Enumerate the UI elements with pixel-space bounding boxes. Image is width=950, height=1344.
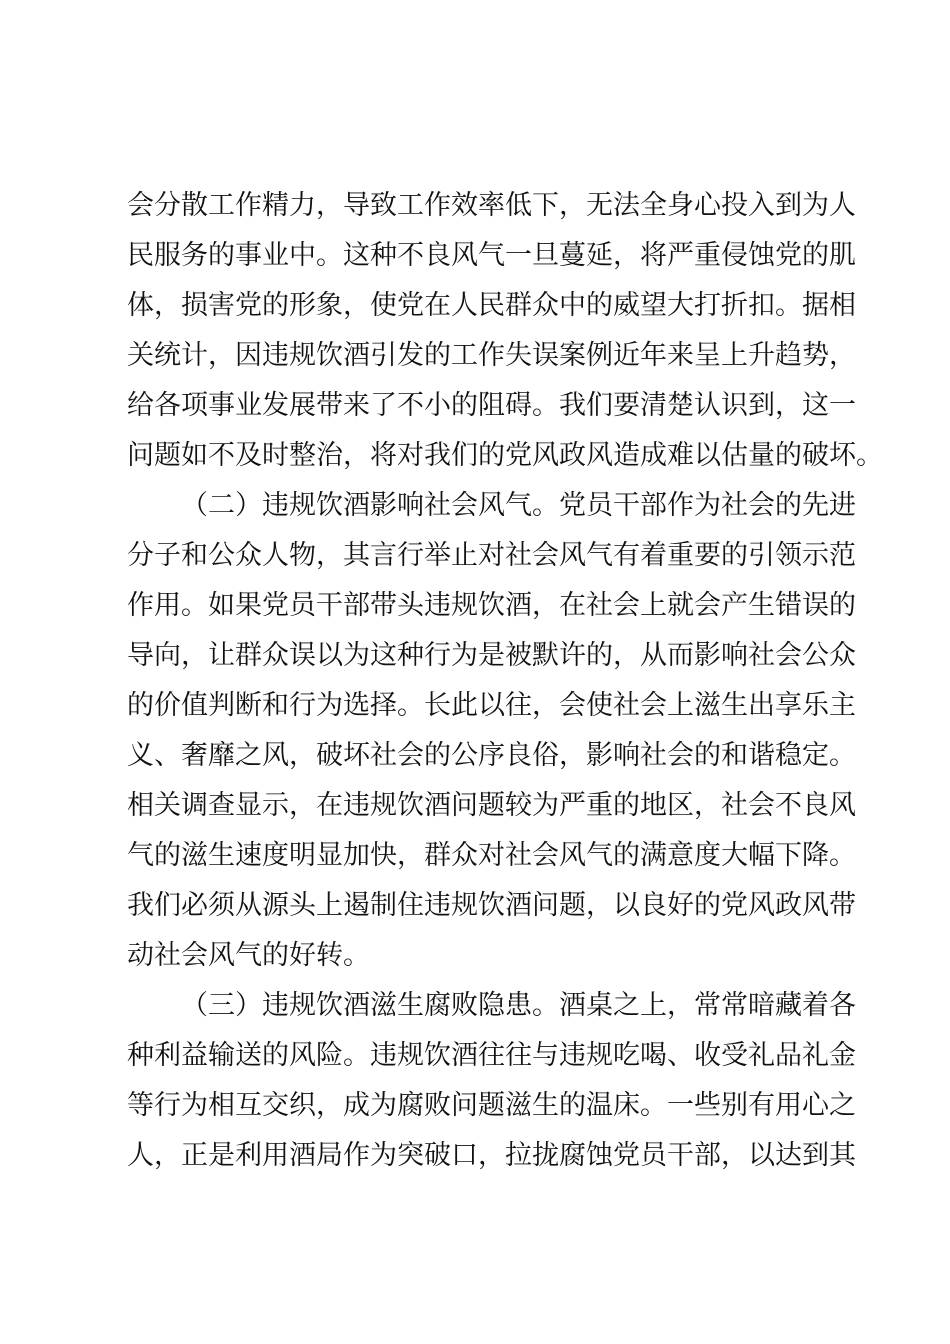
- text-line: 人，正是利用酒局作为突破口，拉拢腐蚀党员干部，以达到其: [127, 1140, 856, 1171]
- text-line: 分子和公众人物，其言行举止对社会风气有着重要的引领示范: [127, 540, 856, 571]
- text-line: 动社会风气的好转。: [127, 940, 370, 971]
- paragraph-3: [127, 981, 856, 1181]
- text-line: 给各项事业发展带来了不小的阻碍。我们要清楚认识到，这一: [127, 390, 856, 421]
- text-line: 民服务的事业中。这种不良风气一旦蔓延，将严重侵蚀党的肌: [127, 240, 856, 271]
- text-line: 气的滋生速度明显加快，群众对社会风气的满意度大幅下降。: [127, 840, 856, 871]
- document-body: [127, 181, 883, 1181]
- text-line: 关统计，因违规饮酒引发的工作失误案例近年来呈上升趋势，: [127, 340, 856, 371]
- paragraph-heading-line: （三）违规饮酒滋生腐败隐患。酒桌之上，常常暗藏着各: [181, 990, 856, 1021]
- paragraph-1: [127, 181, 883, 481]
- text-line: 导向，让群众误以为这种行为是被默许的，从而影响社会公众: [127, 640, 856, 671]
- paragraph-heading-line: （二）违规饮酒影响社会风气。党员干部作为社会的先进: [181, 490, 856, 521]
- text-line: 相关调查显示，在违规饮酒问题较为严重的地区，社会不良风: [127, 790, 856, 821]
- text-line: 我们必须从源头上遏制住违规饮酒问题，以良好的党风政风带: [127, 890, 856, 921]
- text-line: 的价值判断和行为选择。长此以往，会使社会上滋生出享乐主: [127, 690, 856, 721]
- text-line: 体，损害党的形象，使党在人民群众中的威望大打折扣。据相: [127, 290, 856, 321]
- text-line: 等行为相互交织，成为腐败问题滋生的温床。一些别有用心之: [127, 1090, 856, 1121]
- text-line: 作用。如果党员干部带头违规饮酒，在社会上就会产生错误的: [127, 590, 856, 621]
- text-line: 义、奢靡之风，破坏社会的公序良俗，影响社会的和谐稳定。: [127, 740, 856, 771]
- paragraph-2: [127, 481, 856, 981]
- text-line: 问题如不及时整治，将对我们的党风政风造成难以估量的破坏。: [127, 440, 883, 471]
- text-line: 种利益输送的风险。违规饮酒往往与违规吃喝、收受礼品礼金: [127, 1040, 856, 1071]
- text-line: 会分散工作精力，导致工作效率低下，无法全身心投入到为人: [127, 190, 856, 221]
